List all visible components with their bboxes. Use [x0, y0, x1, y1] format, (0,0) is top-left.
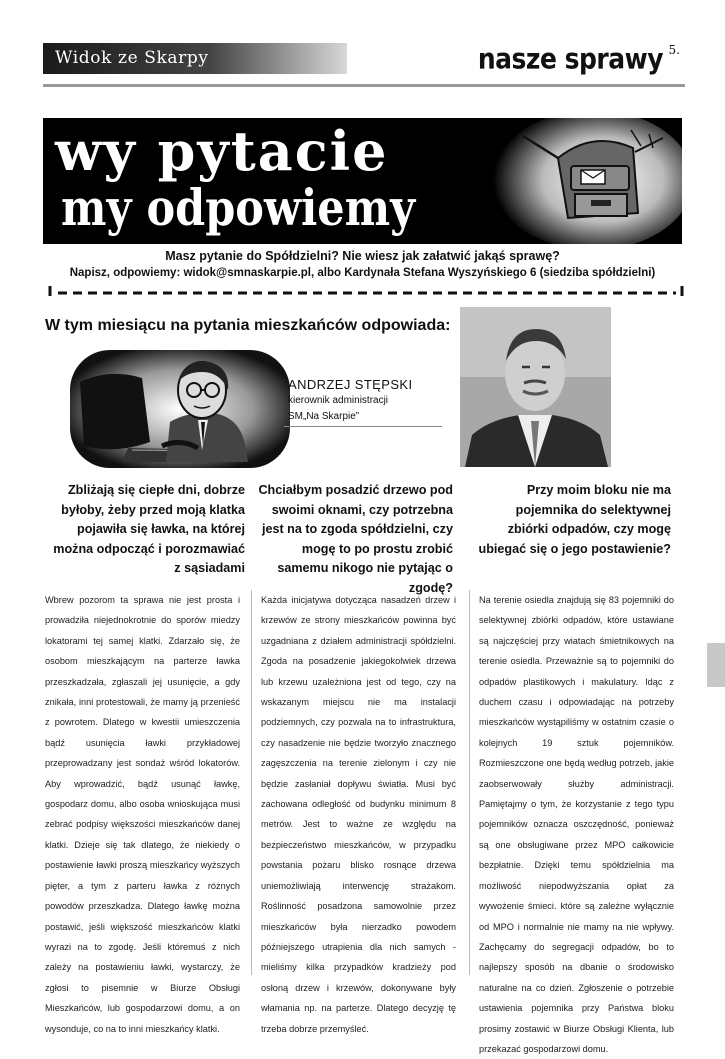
- intro-question: Masz pytanie do Spółdzielni? Nie wiesz jak załatwić jakąś sprawę?: [165, 249, 560, 263]
- answerer-underline: [284, 426, 442, 427]
- column-divider: [251, 590, 252, 975]
- answerer-organization: SM„Na Skarpie”: [288, 411, 360, 422]
- banner-title-line1: wy pytacie: [55, 119, 389, 183]
- answerer-heading: W tym miesiącu na pytania mieszkańców odpowiada:: [45, 317, 451, 334]
- answerer-role: kierownik administracji: [288, 395, 389, 406]
- mailbox-icon: [463, 118, 682, 244]
- banner-title-line2: my odpowiemy: [61, 178, 416, 237]
- magazine-title-banner: [43, 43, 347, 74]
- portrait-image: [460, 307, 611, 467]
- question-tree: Chciałbym posadzić drzewo pod swoimi oknami, czy potrzebna jest na to zgoda spółdzielni, czy mogę to po prostu zrobić samemu nikogo nie pytając o zgodę?: [258, 483, 453, 595]
- answerer-photo: [460, 307, 611, 467]
- question-recycling-bin: Przy moim bloku nie ma pojemnika do selektywnej zbiórki odpadów, czy mogę ubiegać się o jego postawienie?: [478, 483, 671, 556]
- section-name: nasze sprawy: [477, 42, 663, 76]
- dashed-divider: [48, 284, 684, 298]
- cartoon-man-at-computer: [70, 350, 290, 468]
- question-bench: Zbliżają się ciepłe dni, dobrze byłoby, żeby przed moją klatka pojawiła się ławka, na której można odpocząć i porozmawiać z sąsiadami: [53, 483, 245, 575]
- page-edge-tab: [707, 643, 725, 687]
- answer-bench: Wbrew pozorom ta sprawa nie jest prosta i prowadziła niejednokrotnie do sporów miedzy lokatorami tej samej klatki. Zdarzało się, że osobom mieszkającym na parterze ławka przeszkadzała, zgłaszali jej usunięcie, a gdy znikała, inni protestowali, że mamy ją przenieść z powrotem. Dlatego w kwestii umieszczenia bądź usunięcia ławki przykładowej przeprowadzany jest sondaż wśród lokatorów. Aby wprowadzić, bądź usunąć ławkę, gospodarz domu, albo osoba wnioskująca musi zebrać podpisy większości mieszkańców danej klatki. Dzieje się tak dlatego, że niekiedy o postawienie ławki proszą mieszkańcy wyższych pięter, a tym z parteru ławka z różnych powodów przeszkadza. Dlatego ławkę można postawić, jeśli większość mieszkańców klatki wyrazi na to zgodę. Jeśli któremuś z nich zależy na postawieniu ławki, wystarczy, że zgłosi to pisemnie w Biurze Obsługi Mieszkańców, lub gospodarzowi domu, a on wysonduje, co na to inni mieszkańcy klatki.: [45, 595, 240, 1034]
- answer-tree: Każda inicjatywa dotycząca nasadzeń drzew i krzewów ze strony mieszkańców powinna być uzgadniana z działem administracji spółdzielni. Zgoda na posadzenie jakiegokolwiek drzewa lub krzewu uzależniona jest od tego, czy na wskazanym miejscu nie ma instalacji podziemnych, czy pozwala na to infrastruktura, czy nasadzenie nie będzie tworzyło znacznego zagęszczenia na terenie zielonym i czy nie będzie zasłaniał dopływu światła. Musi być zachowana odległość od budynku minimum 8 metrów. Jest to ważne ze względu na bezpieczeństwo mieszkańców, w przypadku powstania pożaru blisko rosnące drzewa uniemożliwiają interwencję strażakom. Roślinność posadzona samowolnie przez mieszkańców była nierzadko powodem późniejszego utrapienia dla nich samych - mieliśmy kilka przypadków kradzieży pod osłoną drzew i krzewów, dokonywane były włamania np. na parterze. Dlatego decyzję tę trzeba dobrze przemyśleć.: [261, 595, 456, 1034]
- magazine-title: Widok ze Skarpy: [55, 48, 209, 68]
- answer-recycling-bin: Na terenie osiedla znajdują się 83 pojemniki do selektywnej zbiórki odpadów, które ustawiane są najczęściej przy wiatach śmietnikowych na terenie osiedla. Przeważnie są to pojemniki do odpadów plastikowych i makulatury. Idąc z duchem czasu i odpowiadając na potrzeby mieszkańców wystąpiliśmy w ostatnim czasie o kolejnych 19 sztuk pojemników. Rozmieszczone one będą według potrzeb, jakie zaobserwowały służby administracji. Pamiętajmy o tym, że korzystanie z tego typu pojemników oznacza oszczędność, ponieważ są one obsługiwane przez MPO całkowicie bezpłatnie. Dzięki temu spółdzielnia ma możliwość niepodwyższania opłat za wywożenie śmieci. które są zależne wyłącznie od MPO i normalnie nie mamy na nie wpływy. Zachęcamy do segregacji odpadów, bo to najlepszy sposób na dbanie o środowisko naturalne na co dzień. Zgłoszenie o potrzebie ustawienia pojemnika przy Państwa bloku prosimy zostawić w Biurze Obsługi Klienta, lub przekazać gospodarzowi domu.: [479, 595, 674, 1054]
- intro-contact: Napisz, odpowiemy: widok@smnaskarpie.pl, albo Kardynała Stefana Wyszyńskiego 6 (siedziba spółdzielni): [69, 267, 656, 279]
- header-rule: [43, 84, 685, 87]
- title-banner: [43, 118, 682, 244]
- answerer-name: ANDRZEJ STĘPSKI: [288, 377, 413, 392]
- column-divider: [469, 590, 470, 975]
- page-number: 5.: [668, 43, 680, 57]
